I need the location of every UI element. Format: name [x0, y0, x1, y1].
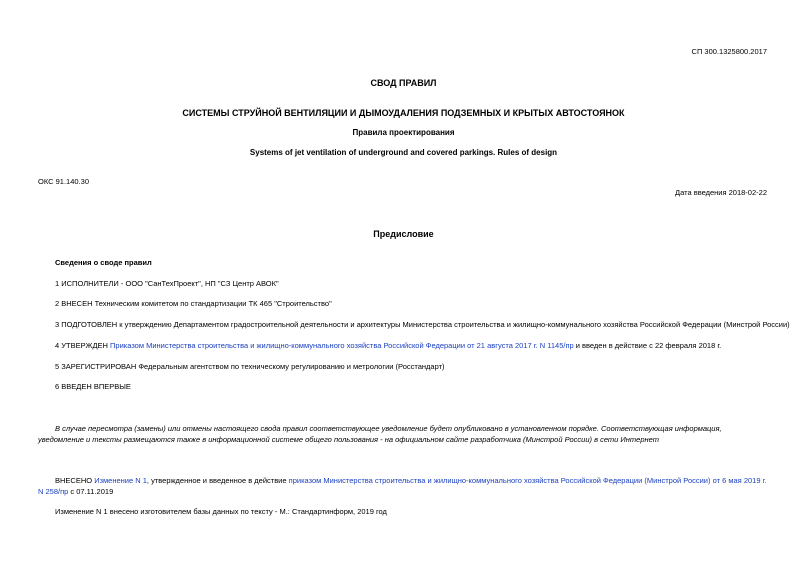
amendment-link[interactable]: Изменение N 1 [94, 476, 147, 485]
document-code: СП 300.1325800.2017 [691, 47, 767, 56]
introduction-date: Дата введения 2018-02-22 [675, 188, 767, 197]
info-item-4-prefix: 4 УТВЕРЖДЕН [55, 341, 111, 350]
oks-code: ОКС 91.140.30 [38, 177, 89, 186]
document-title: СИСТЕМЫ СТРУЙНОЙ ВЕНТИЛЯЦИИ И ДЫМОУДАЛЕНИЯ ПОДЗЕМНЫХ И КРЫТЫХ АВТОСТОЯНОК [182, 108, 625, 118]
amendment-order-link[interactable]: приказом Министерства строительства и жилищно-коммунального хозяйства Российской Федерации (Минстрой России) от 6 мая 2019 г. N 258/пр [38, 476, 767, 496]
info-item-4-suffix: и введен в действие с 22 февраля 2018 г. [573, 341, 722, 350]
info-item-6: 6 ВВЕДЕН ВПЕРВЫЕ [55, 382, 131, 391]
revision-notice: В случае пересмотра (замены) или отмены настоящего свода правил соответствующее уведомление будет опубликовано в установленном порядке. Соответствующая информация, уведомление и тексты размещаются также в информационной системе общего пользования - на официальном сайте разработчика (Минстрой России) в сети Интернет [38, 424, 722, 444]
approval-order-link[interactable]: Приказом Министерства строительства и жилищно-коммунального хозяйства Российской Федерации от 21 августа 2017 г. N 1145/пр [110, 341, 574, 350]
document-subtitle-ru: Правила проектирования [352, 128, 455, 137]
amendment-middle: , утвержденное и введенное в действие [146, 476, 289, 485]
info-item-2: 2 ВНЕСЕН Техническим комитетом по стандартизации ТК 465 "Строительство" [55, 299, 332, 308]
document-subtitle-en: Systems of jet ventilation of underground and covered parkings. Rules of design [249, 148, 558, 157]
amendment-source-note: Изменение N 1 внесено изготовителем базы данных по тексту - М.: Стандартинформ, 2019 год [55, 507, 387, 516]
amendment-paragraph [38, 475, 769, 497]
info-item-4 [55, 341, 721, 350]
amendment-prefix: ВНЕСЕНО [55, 476, 95, 485]
info-item-5: 5 ЗАРЕГИСТРИРОВАН Федеральным агентством по техническому регулированию и метрологии (Росстандарт) [55, 362, 445, 371]
info-heading: Сведения о своде правил [55, 258, 152, 267]
info-item-1: 1 ИСПОЛНИТЕЛИ - ООО "СанТехПроект", НП "СЗ Центр АВОК" [55, 279, 279, 288]
amendment-suffix: с 07.11.2019 [68, 487, 114, 496]
preface-heading: Предисловие [373, 229, 434, 239]
info-item-3: 3 ПОДГОТОВЛЕН к утверждению Департаментом градостроительной деятельности и архитектуры Министерства строительства и жилищно-коммунального хозяйства Российской Федерации (Минстрой России) [55, 320, 790, 329]
document-heading: СВОД ПРАВИЛ [370, 78, 437, 88]
